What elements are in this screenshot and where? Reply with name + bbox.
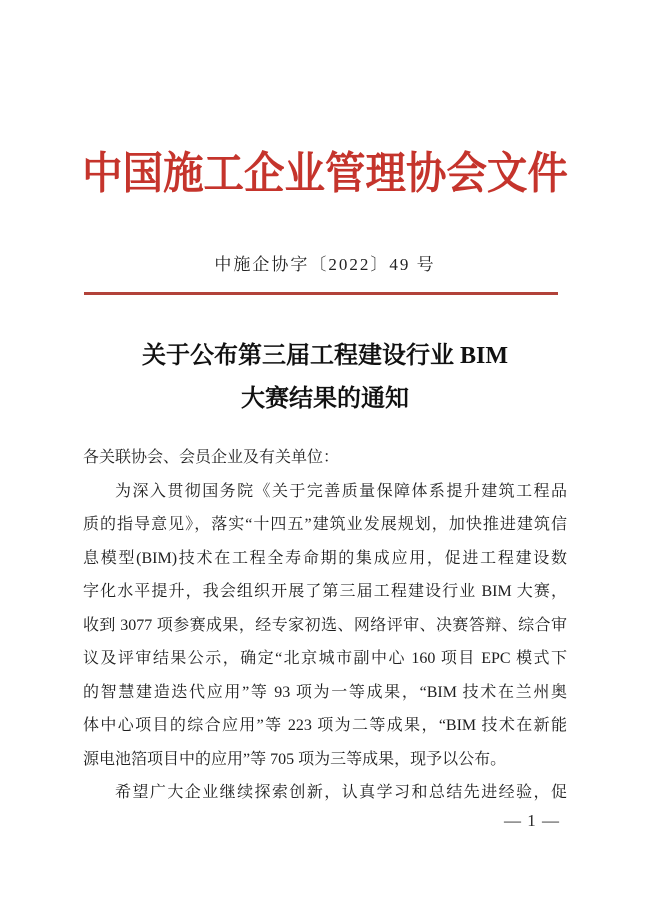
document-body [83, 441, 567, 810]
body-line: 议及评审结果公示，确定“北京城市副中心 160 项目 EPC 模式下 [83, 650, 567, 667]
document-title-line-1: 关于公布第三届工程建设行业 BIM [142, 343, 508, 369]
org-banner-title: 中国施工企业管理协会文件 [82, 149, 568, 198]
document-number: 中施企协字〔2022〕49 号 [214, 255, 436, 274]
document-title [0, 335, 650, 421]
page-number: — 1 — [504, 811, 560, 830]
body-line: 字化水平提升，我会组织开展了第三届工程建设行业 BIM 大赛， [83, 583, 567, 600]
body-line: 体中心项目的综合应用”等 223 项为二等成果，“BIM 技术在新能 [83, 717, 567, 734]
document-title-line-2: 大赛结果的通知 [241, 386, 409, 412]
body-line: 收到 3077 项参赛成果，经专家初选、网络评审、决赛答辩、综合审 [83, 616, 567, 634]
salutation-line: 各关联协会、会员企业及有关单位： [83, 449, 340, 466]
body-line: 源电池箔项目中的应用”等 705 项为三等成果，现予以公布。 [83, 750, 507, 768]
body-line: 为深入贯彻国务院《关于完善质量保障体系提升建筑工程品 [115, 482, 567, 500]
body-line: 的智慧建造迭代应用”等 93 项为一等成果，“BIM 技术在兰州奥 [83, 683, 567, 701]
body-line: 希望广大企业继续探索创新，认真学习和总结先进经验，促 [115, 784, 567, 801]
body-line: 质的指导意见》，落实“十四五”建筑业发展规划，加快推进建筑信 [83, 516, 567, 533]
red-divider-line [84, 292, 558, 295]
body-line: 息模型(BIM)技术在工程全寿命期的集成应用，促进工程建设数 [83, 549, 567, 567]
